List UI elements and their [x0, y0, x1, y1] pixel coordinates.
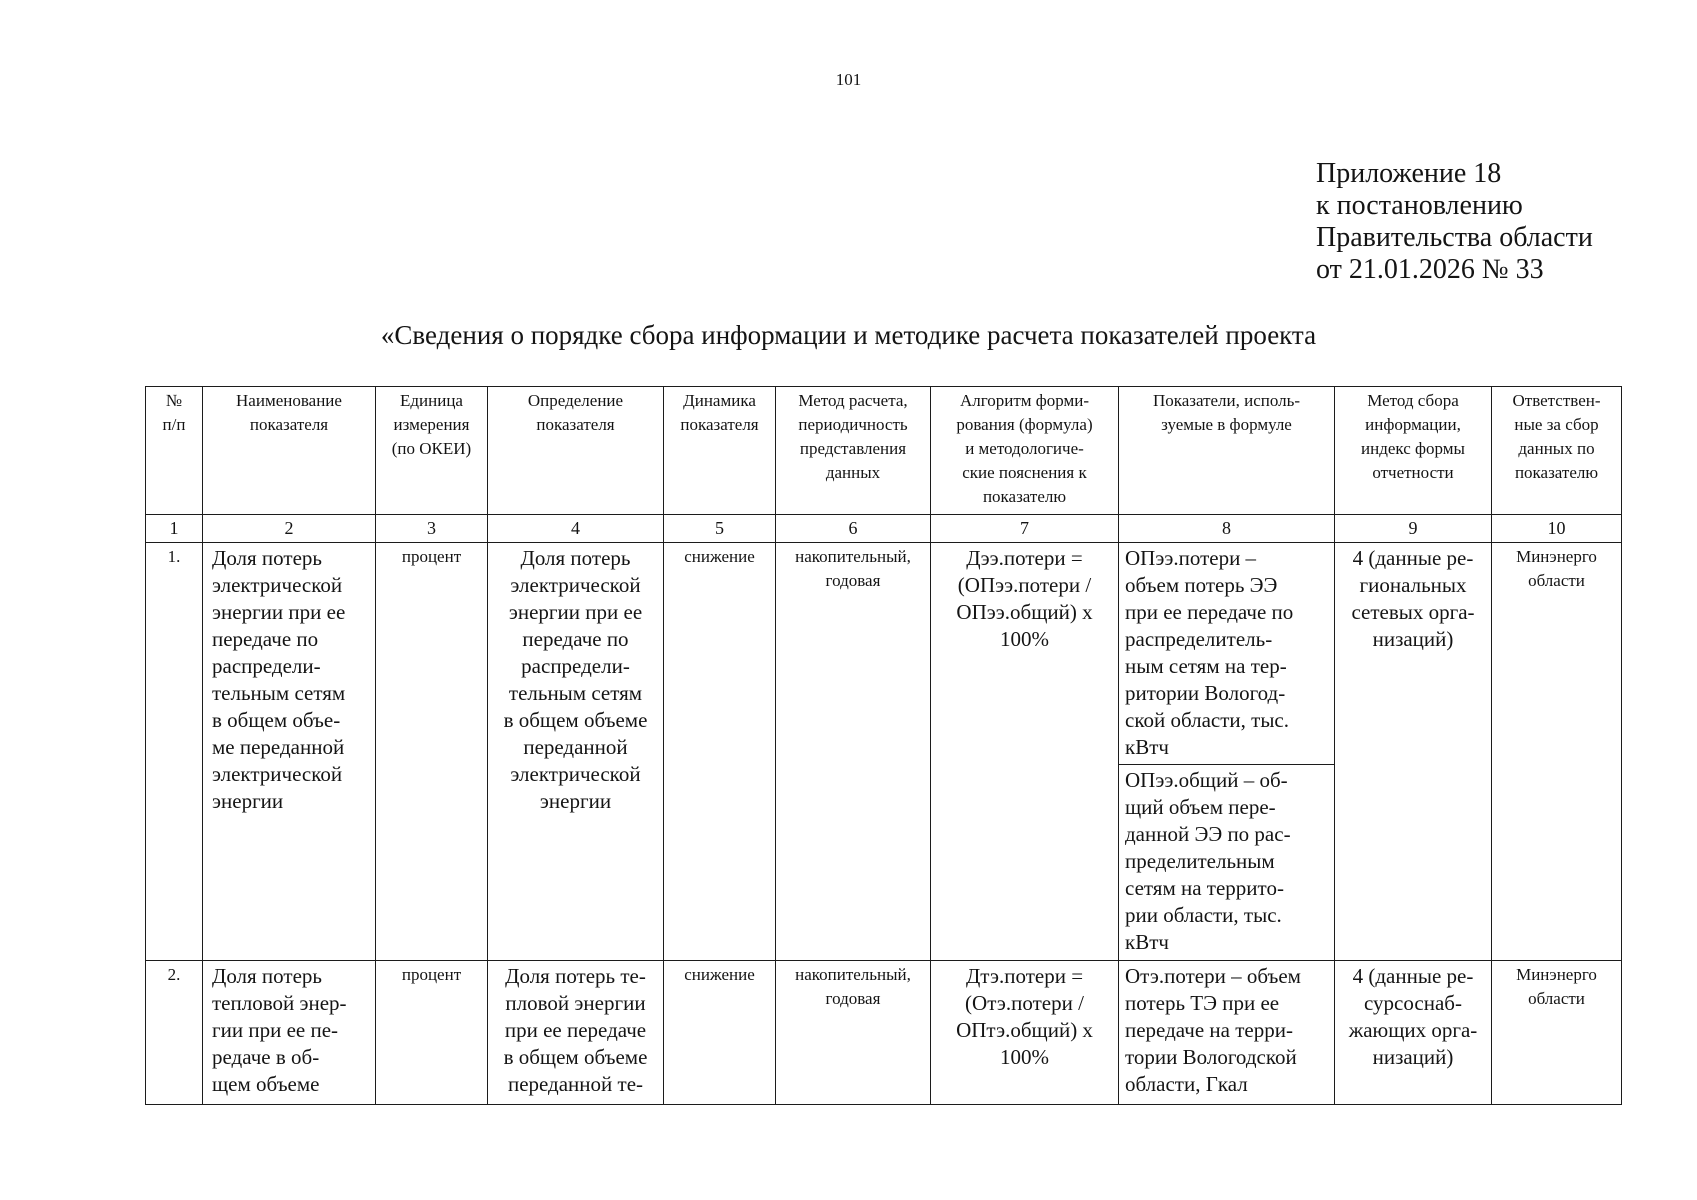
header-cell-unit: Единица измерения (по ОКЕИ)	[376, 387, 488, 515]
column-number: 5	[664, 515, 776, 543]
row-1-dynamics: снижение	[664, 543, 776, 961]
column-number: 6	[776, 515, 931, 543]
row-2-algorithm: Дтэ.потери = (Отэ.потери / ОПтэ.общий) х 100%	[931, 961, 1119, 1105]
row-2-number: 2.	[146, 961, 203, 1105]
row-1-method: накопительный, годовая	[776, 543, 931, 961]
row-1-name: Доля потерь электрической энергии при ее передаче по распредели- тельным сетям в общем объе- ме переданной электрической энергии	[203, 543, 376, 961]
column-number: 8	[1119, 515, 1335, 543]
appendix-line-1: Приложение 18	[1316, 158, 1502, 189]
row-1-indicator-2: ОПээ.общий – об- щий объем пере- данной ЭЭ по рас- пределительным сетям на террито- рии области, тыс. кВтч	[1119, 765, 1335, 961]
row-1-indicator-1: ОПээ.потери – объем потерь ЭЭ при ее передаче по распределитель- ным сетям на тер- ритории Вологод- ской области, тыс. кВтч	[1119, 543, 1335, 765]
column-number: 9	[1335, 515, 1492, 543]
appendix-line-3: Правительства области	[1316, 222, 1593, 253]
header-cell-dynamics: Динамика показателя	[664, 387, 776, 515]
header-cell-algorithm: Алгоритм форми- рования (формула) и методологиче- ские пояснения к показателю	[931, 387, 1119, 515]
row-1-number: 1.	[146, 543, 203, 961]
column-number-row	[146, 515, 1622, 543]
row-2-responsible: Минэнерго области	[1492, 961, 1622, 1105]
row-1-algorithm: Дээ.потери = (ОПээ.потери / ОПээ.общий) х 100%	[931, 543, 1119, 961]
table-row	[146, 543, 1622, 765]
column-number: 2	[203, 515, 376, 543]
column-number: 10	[1492, 515, 1622, 543]
row-2-collection: 4 (данные ре- сурсоснаб- жающих орга- низаций)	[1335, 961, 1492, 1105]
header-cell-definition: Определение показателя	[488, 387, 664, 515]
appendix-line-4: от 21.01.2026 № 33	[1316, 254, 1544, 285]
header-cell-indicators: Показатели, исполь- зуемые в формуле	[1119, 387, 1335, 515]
appendix-block	[1316, 158, 1593, 286]
header-cell-name: Наименование показателя	[203, 387, 376, 515]
row-1-collection: 4 (данные ре- гиональных сетевых орга- низаций)	[1335, 543, 1492, 961]
row-2-indicator-1: Отэ.потери – объем потерь ТЭ при ее передаче на терри- тории Вологодской области, Гкал	[1119, 961, 1335, 1105]
column-number: 3	[376, 515, 488, 543]
document-title: «Сведения о порядке сбора информации и методике расчета показателей проекта	[380, 320, 1317, 350]
column-number: 7	[931, 515, 1119, 543]
row-2-definition: Доля потерь те- пловой энергии при ее передаче в общем объеме переданной те-	[488, 961, 664, 1105]
header-cell-number: № п/п	[146, 387, 203, 515]
table-header-row	[146, 387, 1622, 515]
page-number: 101	[835, 70, 862, 89]
indicators-table	[145, 386, 1622, 1105]
row-2-dynamics: снижение	[664, 961, 776, 1105]
header-cell-collection: Метод сбора информации, индекс формы отчетности	[1335, 387, 1492, 515]
row-1-definition: Доля потерь электрической энергии при ее передаче по распредели- тельным сетям в общем объеме переданной электрической энергии	[488, 543, 664, 961]
table-row	[146, 961, 1622, 1105]
row-2-unit: процент	[376, 961, 488, 1105]
row-1-responsible: Минэнерго области	[1492, 543, 1622, 961]
column-number: 1	[146, 515, 203, 543]
row-2-method: накопительный, годовая	[776, 961, 931, 1105]
column-number: 4	[488, 515, 664, 543]
header-cell-method: Метод расчета, периодичность представления данных	[776, 387, 931, 515]
row-1-unit: процент	[376, 543, 488, 961]
appendix-line-2: к постановлению	[1316, 190, 1523, 221]
header-cell-responsible: Ответствен- ные за сбор данных по показателю	[1492, 387, 1622, 515]
row-2-name: Доля потерь тепловой энер- гии при ее пе- редаче в об- щем объеме	[203, 961, 376, 1105]
